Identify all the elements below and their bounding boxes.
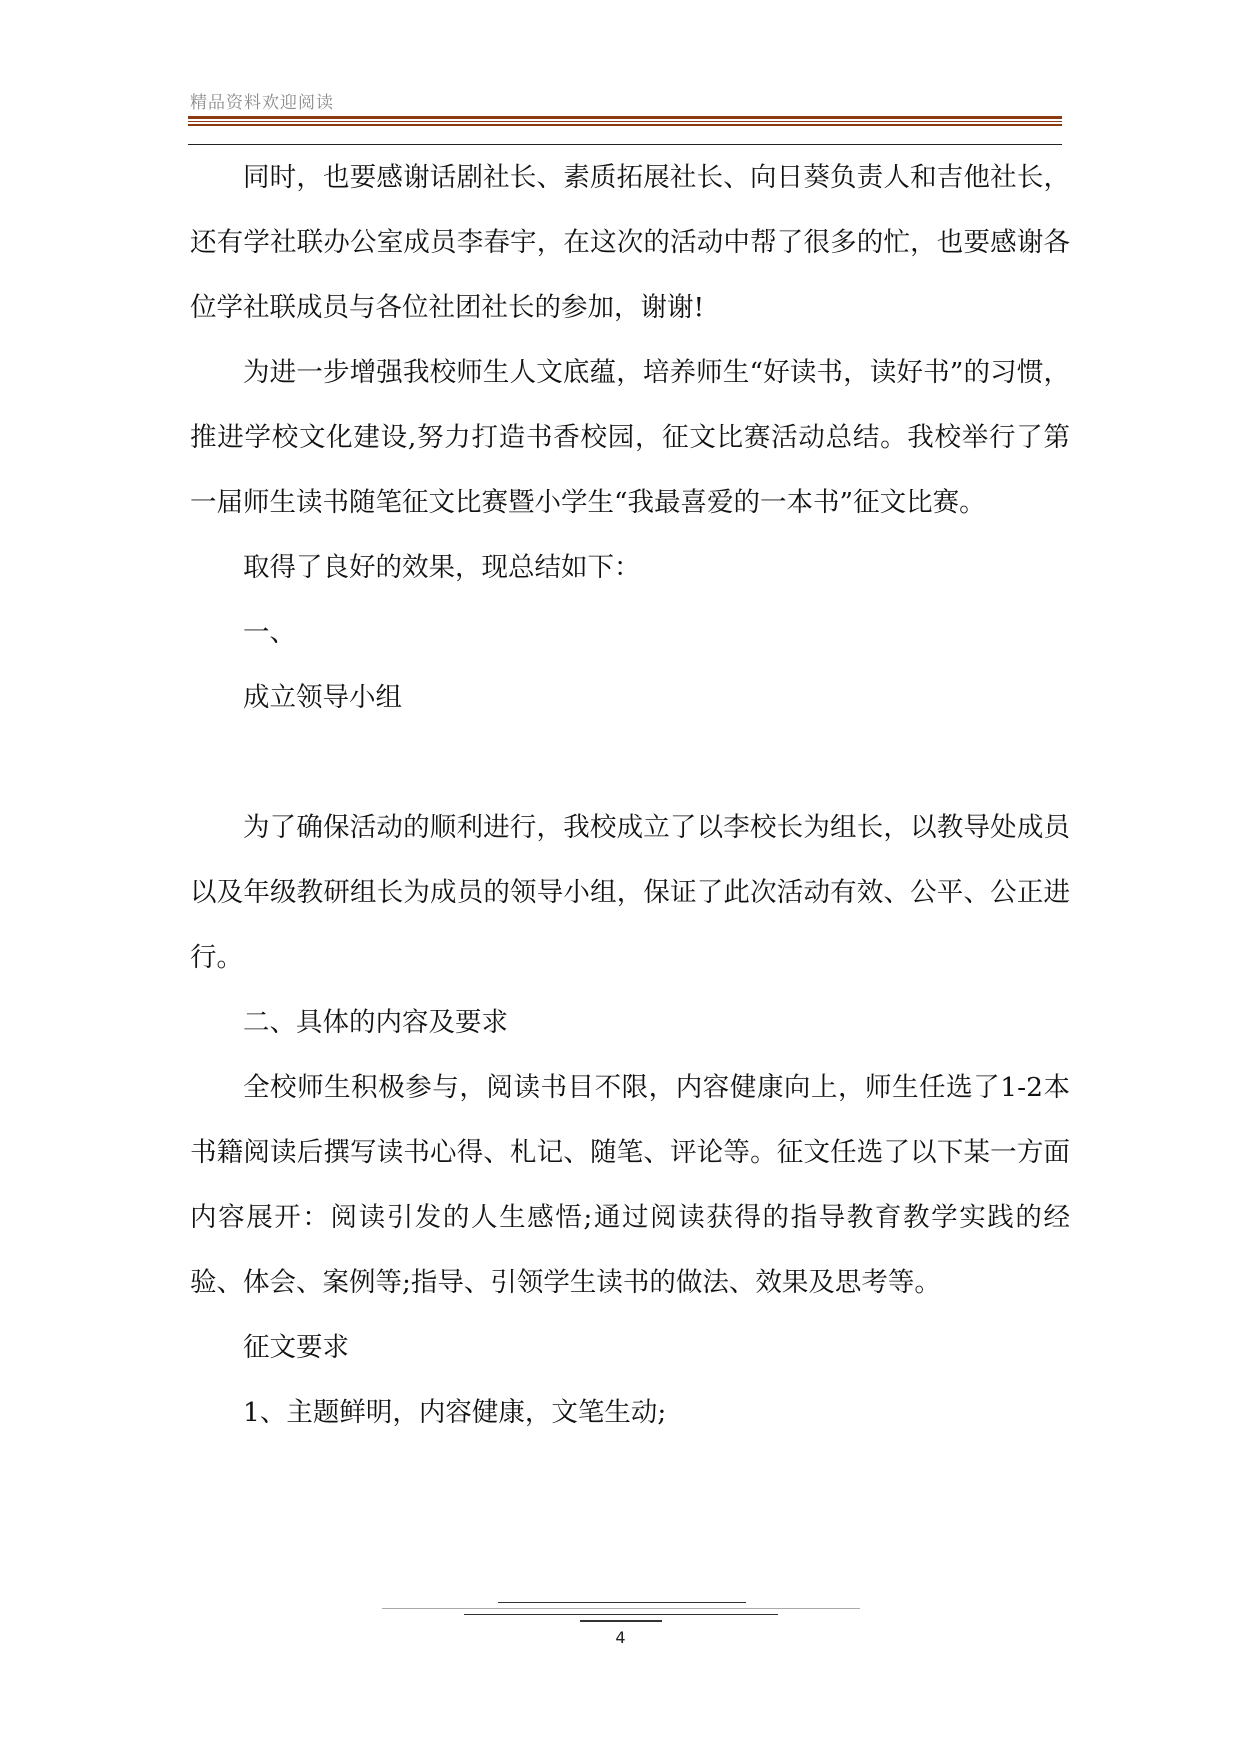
section-title-leadership: 成立领导小组 — [243, 682, 402, 713]
subsection-title-requirements: 征文要求 — [243, 1332, 349, 1363]
header-title: 精品资料欢迎阅读 — [190, 93, 334, 113]
footer-rule-wide — [382, 1608, 860, 1609]
footer-rule-top — [498, 1602, 746, 1603]
section-title-content: 二、具体的内容及要求 — [243, 1007, 508, 1038]
header-rule-fine — [188, 121, 1062, 122]
paragraph-summary-lead: 取得了良好的效果，现总结如下： — [243, 552, 641, 583]
paragraph-content: 全校师生积极参与，阅读书目不限，内容健康向上，师生任选了1-2本书籍阅读后撰写读书心得、札记、随笔、评论等。征文任选了以下某一方面内容展开：阅读引发的人生感悟;通过阅读获得的指导教育教学实践的经验、体会、案例等;指导、引领学生读书的做法、效果及思考等。 — [190, 1072, 1070, 1298]
page-number: 4 — [615, 1628, 626, 1647]
paragraph-intro: 为进一步增强我校师生人文底蕴，培养师生“好读书，读好书”的习惯，推进学校文化建设,努力打造书香校园，征文比赛活动总结。我校举行了第一届师生读书随笔征文比赛暨小学生“我最喜爱的一本书”征文比赛。 — [190, 357, 1070, 518]
footer-rule-mid — [464, 1614, 778, 1615]
paragraph-leadership: 为了确保活动的顺利进行，我校成立了以李校长为组长，以教导处成员以及年级教研组长为成员的领导小组，保证了此次活动有效、公平、公正进行。 — [190, 812, 1070, 973]
paragraph-thanks: 同时，也要感谢话剧社长、素质拓展社长、向日葵负责人和吉他社长，还有学社联办公室成员李春宇，在这次的活动中帮了很多的忙，也要感谢各位学社联成员与各位社团社长的参加，谢谢! — [190, 162, 1070, 323]
requirement-item-1: 1、主题鲜明，内容健康，文笔生动; — [243, 1397, 667, 1428]
section-number-one: 一、 — [243, 617, 296, 648]
document-body — [190, 145, 1070, 1445]
header-rule-fine-2 — [188, 124, 1062, 126]
header-rule-thick — [188, 116, 1062, 119]
footer-rule-short — [580, 1620, 662, 1622]
